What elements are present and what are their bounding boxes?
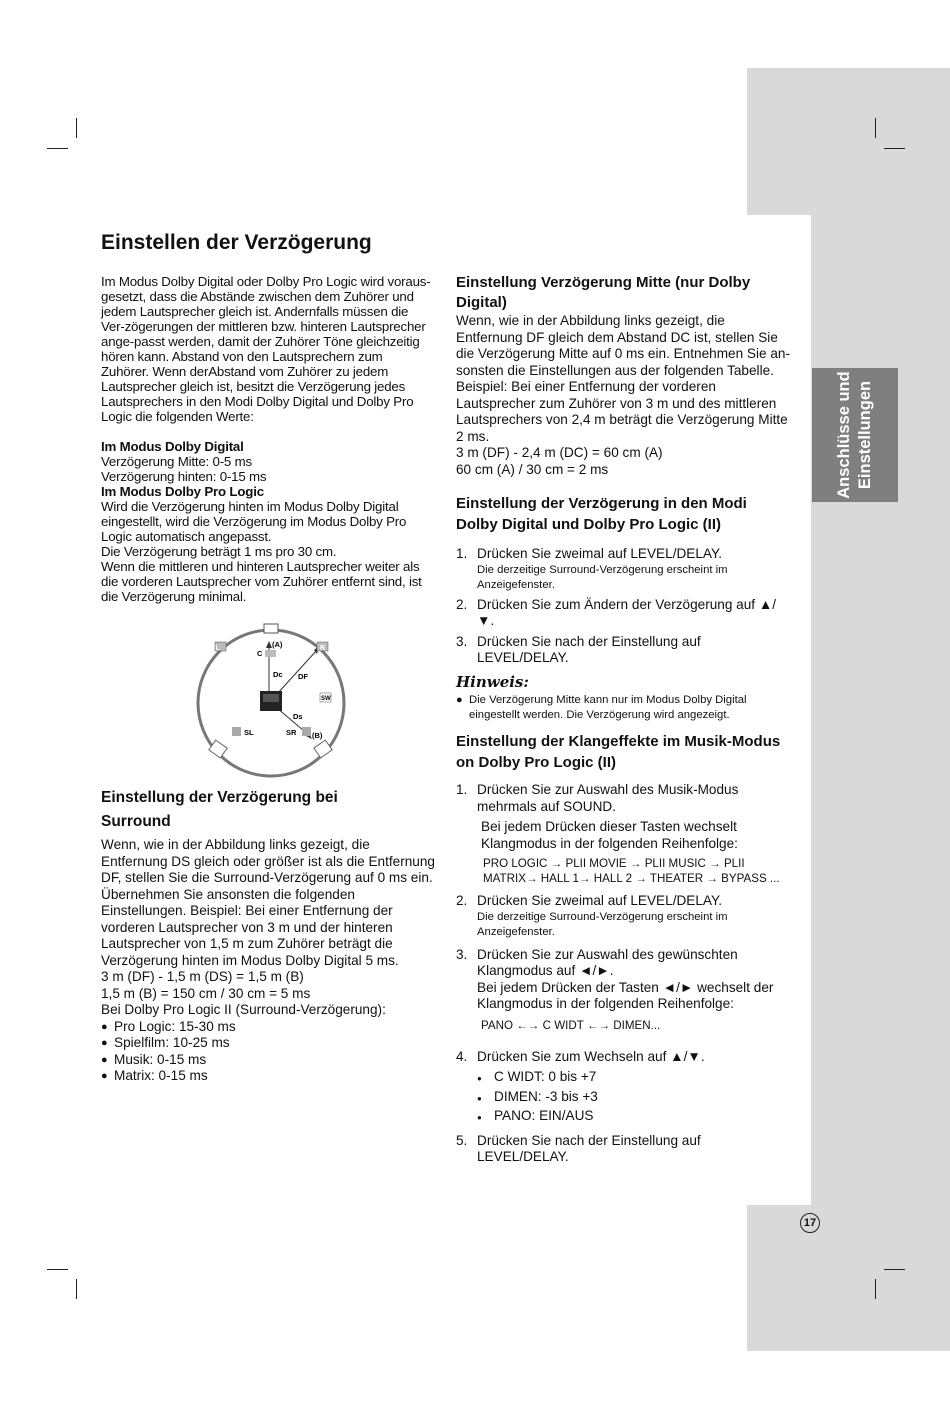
step-subtext: Die derzeitige Surround-Verzögerung erscheint im Anzeigefenster. bbox=[477, 563, 728, 591]
left-column bbox=[101, 274, 433, 604]
crop-mark bbox=[884, 1269, 905, 1270]
surround-p2: Übernehmen Sie ansonsten die folgenden Einstellungen. Beispiel: Bei einer Entfernung der vorderen Lautsprecher von 3 m und der hinteren Lautsprecher von 1,5 m zum Zuhörer beträgt die Verzögerung hinten im Modus Dolby Digital 5 ms. bbox=[101, 886, 399, 968]
label-sw: SW bbox=[321, 696, 331, 702]
surround-p1: Wenn, wie in der Abbildung links gezeigt, die Entfernung DS gleich oder größer ist als die Entfernung DF, stellen Sie die Surround-Verzögerung auf 0 ms ein. bbox=[101, 837, 435, 885]
speaker-sr bbox=[302, 727, 311, 736]
modi-steps bbox=[456, 546, 792, 667]
list-item bbox=[456, 1049, 792, 1125]
step-number: 1. bbox=[456, 546, 468, 561]
surround-pl2: Bei Dolby Pro Logic II (Surround-Verzögerung): bbox=[101, 1002, 386, 1017]
section-tab-line2: Einstellungen bbox=[856, 380, 874, 490]
crop-mark bbox=[76, 118, 77, 138]
step-text: Drücken Sie zur Auswahl des gewünschten Klangmodus auf ◄/►. bbox=[477, 946, 738, 978]
section-tab-line1: Anschlüsse und bbox=[835, 371, 853, 499]
surround-section bbox=[101, 786, 436, 1085]
step-number: 2. bbox=[456, 596, 468, 612]
center-speaker-top bbox=[264, 624, 278, 633]
list-item bbox=[456, 546, 792, 593]
klang-steps bbox=[456, 782, 792, 1166]
step-number: 4. bbox=[456, 1048, 468, 1064]
side-gray-bar bbox=[811, 215, 950, 1205]
label-l: L bbox=[215, 645, 220, 652]
list-item: ● Spielfilm: 10-25 ms bbox=[101, 1035, 436, 1052]
label-ds: Ds bbox=[293, 712, 303, 721]
intro-paragraph: Im Modus Dolby Digital oder Dolby Pro Logic wird voraus-gesetzt, dass die Abstände zwischen dem Zuhörer und jedem Lautsprecher gleich ist. Andernfalls müssen die Ver-zögerungen der mittleren bzw. hinteren Lautsprecher ange-passt werden, damit der Zuhörer Töne gleichzeitig hören kann. Abstand von den Lautsprechern zum Zuhörer. Wenn derAbstand vom Zuhörer zu jedem Lautsprecher gleich ist, besitzt die Verzögerung jedes Lautsprechers in den Modi Dolby Digital und Dolby Pro Logic die folgenden Werte: bbox=[101, 274, 431, 424]
crop-mark bbox=[76, 1279, 77, 1299]
step-text: Drücken Sie zweimal auf LEVEL/DELAY. bbox=[477, 546, 723, 561]
dolby-digital-heading: Im Modus Dolby Digital bbox=[101, 439, 244, 454]
step-subtext: Die derzeitige Surround-Verzögerung erscheint im Anzeigefenster. bbox=[477, 910, 728, 938]
hinweis-title: Hinweis: bbox=[456, 672, 529, 691]
section-tab bbox=[812, 368, 898, 502]
step-text: Drücken Sie zum Ändern der Verzögerung auf ▲/▼. bbox=[477, 596, 777, 628]
list-item bbox=[456, 634, 792, 667]
list-item bbox=[456, 947, 792, 1033]
step-text: Drücken Sie zweimal auf LEVEL/DELAY. bbox=[477, 893, 723, 908]
label-c: C bbox=[257, 649, 263, 658]
mitte-heading: Einstellung Verzögerung Mitte (nur Dolby Digital) bbox=[456, 274, 751, 311]
list-item bbox=[456, 893, 792, 940]
surround-calc2: 1,5 m (B) = 150 cm / 30 cm = 5 ms bbox=[101, 985, 311, 1001]
pro-logic-heading: Im Modus Dolby Pro Logic bbox=[101, 484, 264, 499]
list-item: ● Matrix: 0-15 ms bbox=[101, 1068, 436, 1085]
crop-mark bbox=[875, 1279, 876, 1299]
crop-mark bbox=[875, 118, 876, 138]
step-number: 3. bbox=[456, 946, 468, 962]
speaker-c bbox=[265, 650, 276, 657]
list-item: ● C WIDT: 0 bis +7 bbox=[477, 1069, 792, 1086]
mitte-calc2: 60 cm (A) / 30 cm = 2 ms bbox=[456, 461, 609, 477]
pro-logic-text2: Die Verzögerung beträgt 1 ms pro 30 cm. bbox=[101, 544, 337, 559]
label-r: R bbox=[319, 645, 326, 652]
effect-sequence: PANO ←→ C WIDT ←→ DIMEN... bbox=[481, 1018, 661, 1032]
surround-heading-line1: Einstellung der Verzögerung bei bbox=[101, 789, 338, 806]
dd-center-delay: Verzögerung Mitte: 0-5 ms bbox=[101, 454, 252, 469]
df-line bbox=[277, 650, 317, 694]
step-text: Drücken Sie zum Wechseln auf ▲/▼. bbox=[477, 1048, 705, 1064]
speaker-diagram bbox=[190, 618, 350, 783]
pro-logic-text: Wird die Verzögerung hinten im Modus Dolby Digital eingestellt, wird die Verzögerung im Modus Dolby Pro Logic automatisch angepasst. bbox=[101, 499, 407, 544]
label-sr: SR bbox=[286, 728, 297, 737]
crop-mark bbox=[47, 1269, 68, 1270]
sound-mode-sequence: PRO LOGIC → PLII MOVIE → PLII MUSIC → PLII MATRIX→ HALL 1→ HALL 2 → THEATER → BYPASS ... bbox=[483, 857, 780, 885]
dd-rear-delay: Verzögerung hinten: 0-15 ms bbox=[101, 469, 267, 484]
label-sl: SL bbox=[244, 728, 254, 737]
klang-heading: Einstellung der Klangeffekte im Musik-Modus on Dolby Pro Logic (II) bbox=[456, 733, 781, 771]
list-item bbox=[456, 1133, 792, 1166]
speaker-sl-outer bbox=[209, 740, 227, 758]
step-number: 2. bbox=[456, 893, 468, 908]
step-text: Drücken Sie nach der Einstellung auf LEVEL/DELAY. bbox=[477, 1132, 701, 1164]
list-item: ● Pro Logic: 15-30 ms bbox=[101, 1019, 436, 1036]
modi-heading: Einstellung der Verzögerung in den Modi Dolby Digital und Dolby Pro Logic (II) bbox=[456, 495, 747, 533]
list-item: ● DIMEN: -3 bis +3 bbox=[477, 1089, 792, 1106]
mitte-text: Wenn, wie in der Abbildung links gezeigt, die Entfernung DF gleich dem Abstand DC ist, stellen Sie die Verzögerung Mitte auf 0 ms ein. Entnehmen Sie an-sonsten die Einstellungen aus der folgenden Tabelle. Beispiel: Bei einer Entfernung der vorderen Lautsprecher zum Zuhörer von 3 m und des mittleren Lautsprechers von 2,4 m beträgt die Verzögerung Mitte 2 ms. bbox=[456, 313, 790, 444]
list-item: ● PANO: EIN/AUS bbox=[477, 1108, 792, 1125]
top-gray-bar bbox=[747, 68, 950, 215]
step-number: 1. bbox=[456, 782, 468, 797]
list-item bbox=[456, 782, 792, 886]
list-item: ● Musik: 0-15 ms bbox=[101, 1052, 436, 1069]
bottom-gray-bar bbox=[747, 1205, 950, 1351]
label-b: (B) bbox=[312, 731, 323, 740]
step-number: 5. bbox=[456, 1132, 468, 1148]
crop-mark bbox=[884, 148, 905, 149]
mitte-calc1: 3 m (DF) - 2,4 m (DC) = 60 cm (A) bbox=[456, 445, 663, 460]
step-text: Drücken Sie zur Auswahl des Musik-Modus mehrmals auf SOUND. bbox=[477, 782, 739, 814]
page-title: Einstellen der Verzögerung bbox=[101, 231, 372, 254]
label-a: (A) bbox=[272, 640, 283, 649]
surround-heading-line2: Surround bbox=[101, 813, 171, 830]
speaker-sl bbox=[232, 727, 241, 736]
speaker-sr-outer bbox=[314, 740, 332, 758]
hinweis-text: ● Die Verzögerung Mitte kann nur im Modus Dolby Digital eingestellt werden. Die Verzögerung wird angezeigt. bbox=[456, 693, 792, 723]
label-df: DF bbox=[298, 672, 308, 681]
pro-logic-text3: Wenn die mittleren und hinteren Lautsprecher weiter als die vorderen Lautsprecher vom Zuhörer entfernt sind, ist die Verzögerung minimal. bbox=[101, 559, 422, 604]
right-column bbox=[456, 273, 792, 1166]
step-text: Drücken Sie nach der Einstellung auf LEVEL/DELAY. bbox=[477, 633, 701, 665]
surround-calc1: 3 m (DF) - 1,5 m (DS) = 1,5 m (B) bbox=[101, 969, 304, 984]
crop-mark bbox=[47, 148, 68, 149]
step-subtext: Bei jedem Drücken dieser Tasten wechselt Klangmodus in der folgenden Reihenfolge: bbox=[481, 819, 738, 851]
page-number: 17 bbox=[800, 1213, 820, 1233]
step-number: 3. bbox=[456, 633, 468, 649]
listener-icon-detail bbox=[263, 694, 279, 702]
label-dc: Dc bbox=[273, 670, 283, 679]
list-item bbox=[456, 597, 792, 630]
step-subtext: Bei jedem Drücken der Tasten ◄/► wechselt der Klangmodus in der folgenden Reihenfolge: bbox=[477, 979, 774, 1011]
